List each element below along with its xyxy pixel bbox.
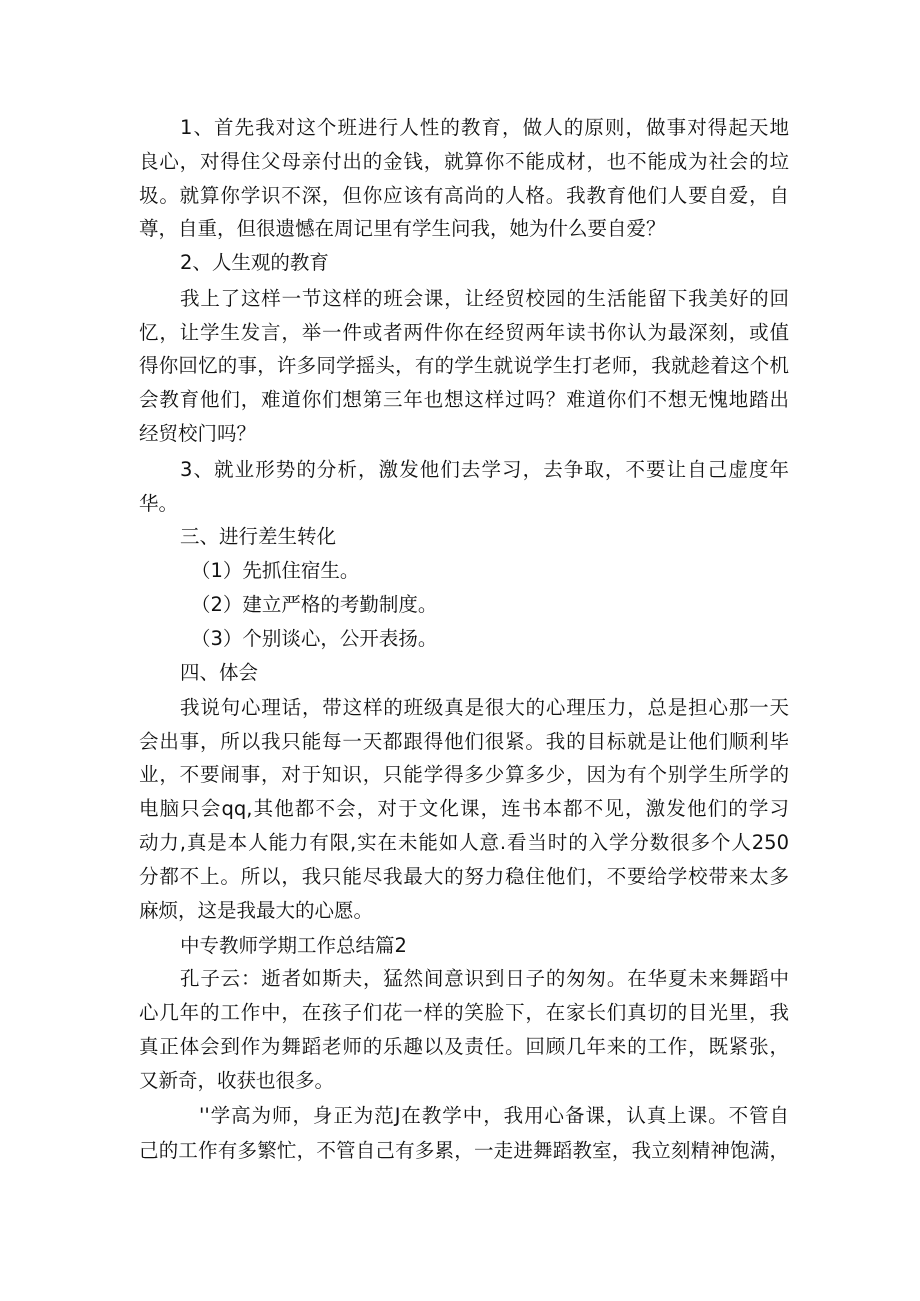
text-line: 己的工作有多繁忙，不管自己有多累，一走进舞蹈教室，我立刻精神饱满，: [139, 1139, 789, 1162]
text-line: 忆，让学生发言，举一件或者两件你在经贸两年读书你认为最深刻，或值: [139, 321, 789, 344]
section-heading: 三、进行差生转化: [180, 525, 337, 548]
text-line: 尊，自重，但很遗憾在周记里有学生问我，她为什么要自爱？: [139, 217, 666, 240]
text-line: 圾。就算你学识不深，但你应该有高尚的人格。我教育他们人要自爱，自: [139, 184, 789, 207]
text-line: 经贸校门吗？: [139, 422, 257, 445]
text-line: 业，不要闹事，对于知识，只能学得多少算多少，因为有个别学生所学的: [139, 763, 789, 786]
text-line: 孔子云：逝者如斯夫，猛然间意识到日子的匆匆。在华夏未来舞蹈中: [180, 967, 789, 990]
text-line: 心几年的工作中，在孩子们花一样的笑脸下，在家长们真切的目光里，我: [139, 1001, 789, 1024]
text-line: 又新奇，收获也很多。: [139, 1069, 335, 1092]
text-line: 3、就业形势的分析，激发他们去学习，去争取，不要让自己虚度年: [180, 458, 789, 481]
text-line: ''学高为师，身正为范J在教学中，我用心备课，认真上课。不管自: [199, 1104, 789, 1127]
text-line: 会出事，所以我只能每一天都跟得他们很紧。我的目标就是让他们顺利毕: [139, 730, 789, 753]
text-line: 分都不上。所以，我只能尽我最大的努力稳住他们，不要给学校带来太多: [139, 865, 789, 888]
text-line: 动力,真是本人能力有限,实在未能如人意.看当时的入学分数很多个人250: [139, 831, 789, 854]
article-title: 中专教师学期工作总结篇2: [180, 934, 407, 957]
text-line: 良心，对得住父母亲付出的金钱，就算你不能成材，也不能成为社会的垃: [139, 150, 789, 173]
text-line: 华。: [139, 492, 179, 515]
text-line: 真正体会到作为舞蹈老师的乐趣以及责任。回顾几年来的工作，既紧张，: [139, 1035, 789, 1058]
text-line: 1、首先我对这个班进行人性的教育，做人的原则，做事对得起天地: [180, 116, 789, 139]
section-heading: 四、体会: [180, 661, 259, 684]
text-line: 麻烦，这是我最大的心愿。: [139, 899, 374, 922]
text-line: 电脑只会qq,其他都不会，对于文化课，连书本都不见，激发他们的学习: [139, 797, 789, 820]
list-item: （3）个别谈心，公开表扬。: [191, 627, 438, 650]
section-heading: 2、人生观的教育: [180, 251, 329, 274]
list-item: （1）先抓住宿生。: [191, 559, 360, 582]
text-line: 得你回忆的事，许多同学摇头，有的学生就说学生打老师，我就趁着这个机: [139, 354, 789, 377]
text-line: 我说句心理话，带这样的班级真是很大的心理压力，总是担心那一天: [180, 696, 789, 719]
text-line: 会教育他们，难道你们想第三年也想这样过吗？难道你们不想无愧地踏出: [139, 388, 789, 411]
list-item: （2）建立严格的考勤制度。: [191, 593, 438, 616]
text-line: 我上了这样一节这样的班会课，让经贸校园的生活能留下我美好的回: [180, 287, 789, 310]
